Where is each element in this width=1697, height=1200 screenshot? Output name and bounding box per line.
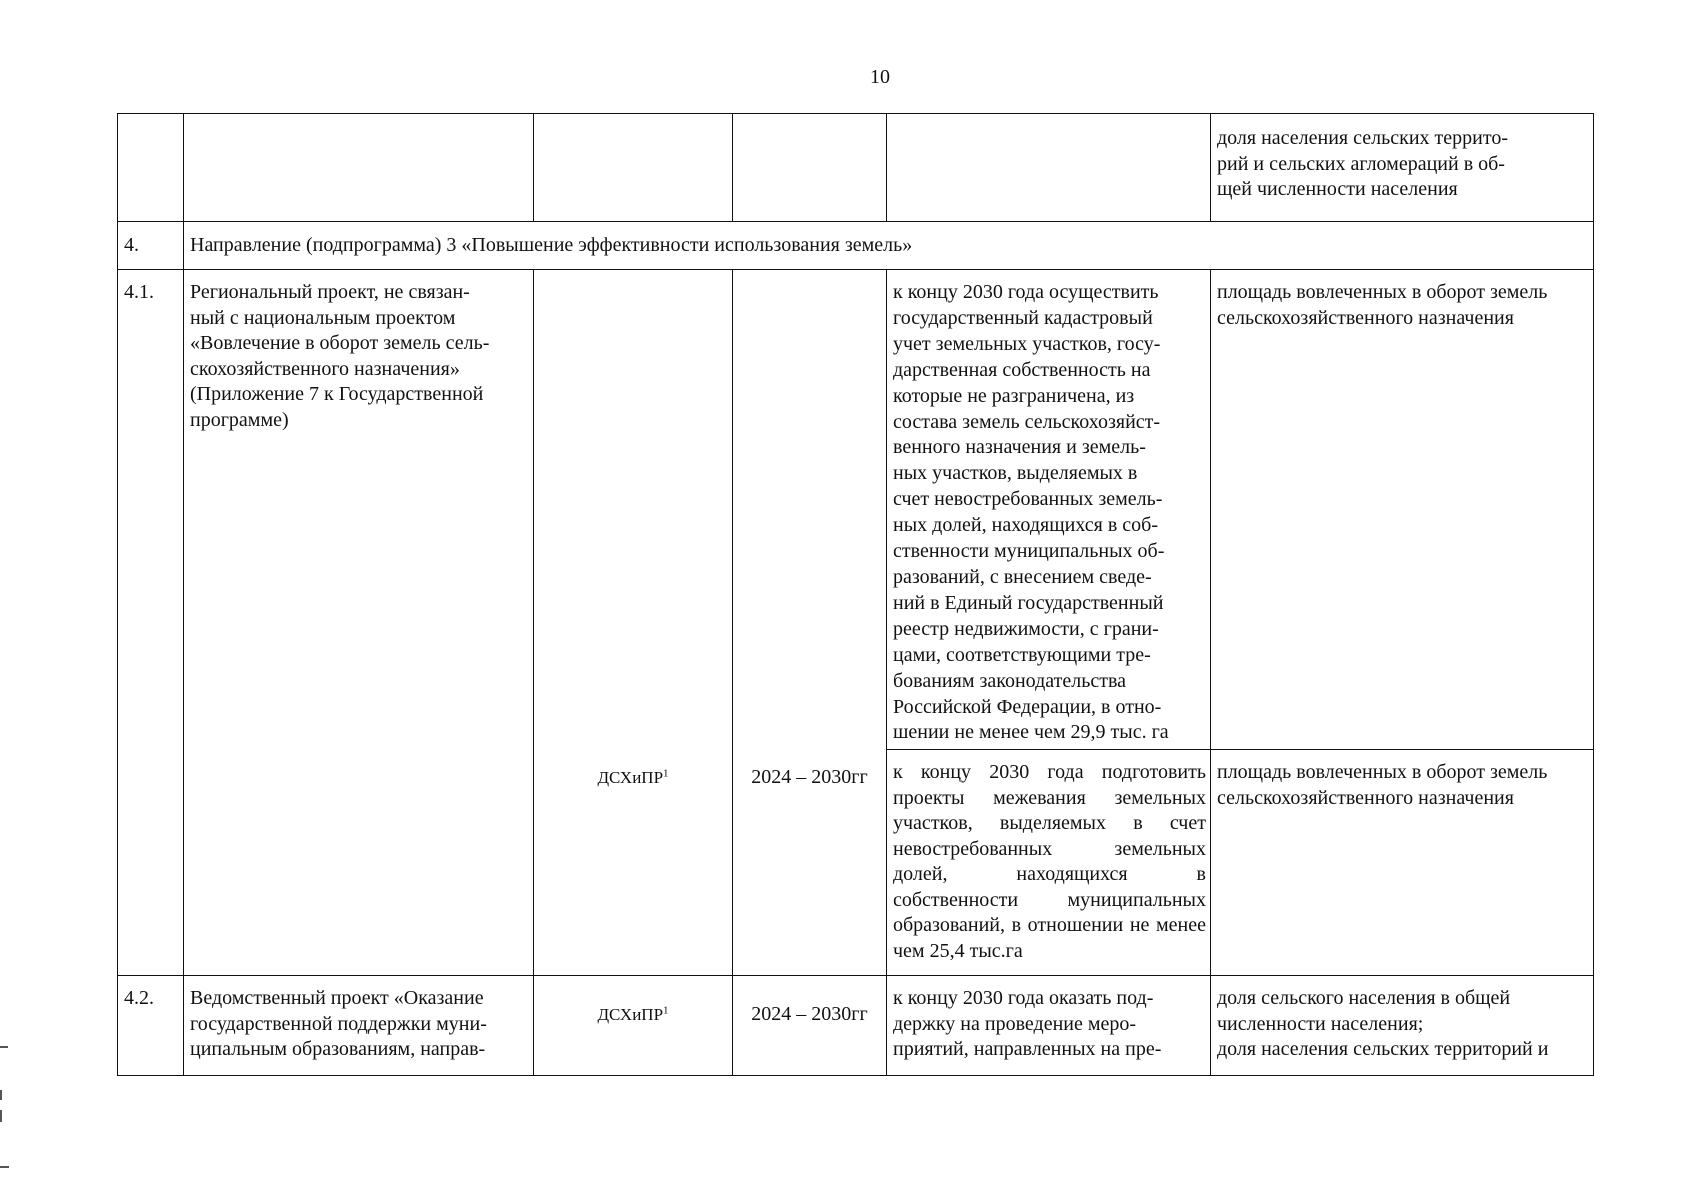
cell-name: Региональный проект, не связан- ный с национальным проектом «Вовлечение в оборот земель сель- скохозяйственного назначения» (Приложение 7 к Государственной программе) bbox=[184, 270, 534, 976]
cell-num: 4.1. bbox=[118, 270, 184, 976]
cell-period: 2024 – 2030гг bbox=[733, 270, 887, 976]
cell-indicator: площадь вовлеченных в оборот земель сельскохозяйственного назначения bbox=[1211, 270, 1594, 750]
footnote-mark: 1 bbox=[663, 1004, 669, 1017]
cell-indicator: доля населения сельских террито- рий и сельских агломераций в об- щей численности населения bbox=[1211, 114, 1594, 222]
cell-task: к концу 2030 года подготовить проекты межевания земельных участков, выделяемых в счет невостребованных земельных долей, находящихся в собственности муниципальных образований, в отношении не менее чем 25,4 тыс.га bbox=[887, 750, 1211, 976]
cell-indicator: площадь вовлеченных в оборот земель сельскохозяйственного назначения bbox=[1211, 750, 1594, 976]
table-row-4-2 bbox=[118, 976, 1594, 1076]
section-title: Направление (подпрограмма) 3 «Повышение эффективности использования земель» bbox=[184, 222, 1594, 270]
cell-task: к концу 2030 года осуществить государственный кадастровый учет земельных участков, госу- дарственная собственность на которые не разграничена, из состава земель сельскохозяйст- венного назначения и земель- ных участков, выделяемых в счет невостребованных земель- ных долей, находящихся в соб- ственности муниципальных об- разований, с внесением сведе- ний в Единый государственный реестр недвижимости, с грани- цами, соответствующими тре- бованиям законодательства Российской Федерации, в отно- шении не менее чем 29,9 тыс. га bbox=[887, 270, 1211, 750]
cell-num bbox=[118, 114, 184, 222]
table-row-4-1 bbox=[118, 270, 1594, 750]
cell-num: 4.2. bbox=[118, 976, 184, 1076]
cell-executor bbox=[534, 114, 733, 222]
cell-name: Ведомственный проект «Оказание государственной поддержки муни- ципальным образованиям, направ- bbox=[184, 976, 534, 1076]
table-row-continuation bbox=[118, 114, 1594, 222]
page-number: 10 bbox=[870, 66, 890, 88]
cell-executor bbox=[534, 270, 733, 976]
cell-period: 2024 – 2030гг bbox=[733, 976, 887, 1076]
scan-mark bbox=[0, 1166, 9, 1168]
table-row-section-4 bbox=[118, 222, 1594, 270]
scan-mark bbox=[0, 1090, 2, 1100]
executor-label: ДСХиПР bbox=[597, 768, 664, 787]
cell-executor bbox=[534, 976, 733, 1076]
cell-task bbox=[887, 114, 1211, 222]
footnote-mark: 1 bbox=[663, 767, 669, 780]
cell-num: 4. bbox=[118, 222, 184, 270]
program-table bbox=[117, 113, 1594, 1076]
executor-label: ДСХиПР bbox=[597, 1005, 664, 1025]
scan-mark bbox=[0, 1110, 2, 1122]
scan-mark bbox=[0, 1046, 8, 1048]
cell-indicator: доля сельского населения в общей численности населения; доля населения сельских территорий и bbox=[1211, 976, 1594, 1076]
cell-period bbox=[733, 114, 887, 222]
cell-task: к концу 2030 года оказать под- держку на проведение меро- приятий, направленных на пре- bbox=[887, 976, 1211, 1076]
cell-name bbox=[184, 114, 534, 222]
